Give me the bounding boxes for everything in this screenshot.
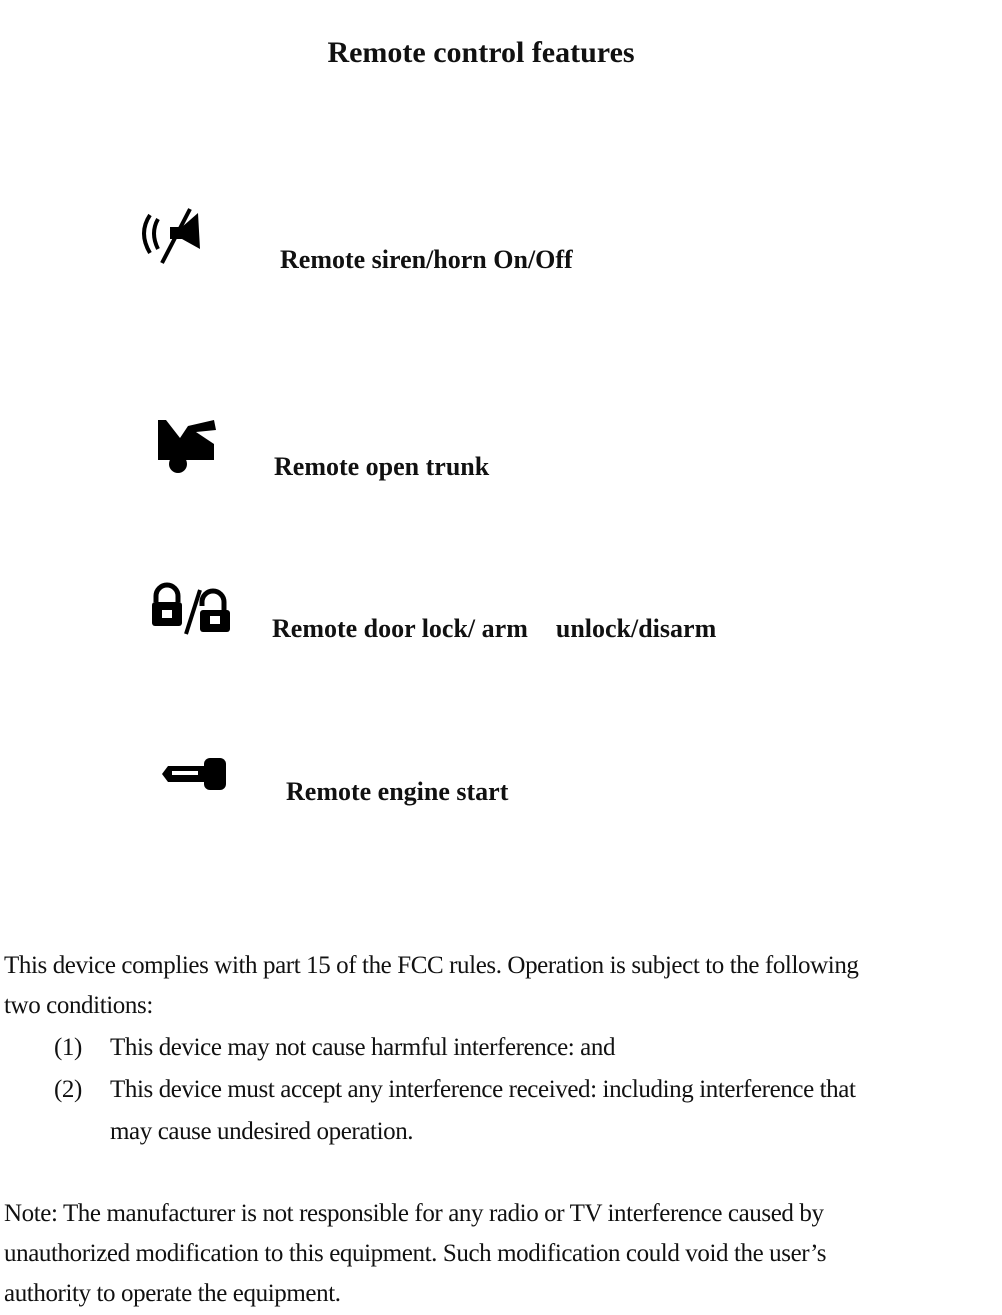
condition-2-text: This device must accept any interference received: including interference that: [110, 1076, 856, 1103]
feature-label-siren: Remote siren/horn On/Off: [280, 245, 573, 274]
feature-label-lock: [272, 614, 716, 644]
siren-mute-icon: [136, 205, 210, 269]
lock-arm-label: Remote door lock/ arm: [272, 614, 528, 643]
feature-label-trunk: Remote open trunk: [274, 452, 490, 481]
condition-2-text-cont: may cause undesired operation.: [110, 1118, 414, 1145]
lock-unlock-icon: [150, 580, 230, 636]
fcc-intro-line2: two conditions:: [4, 992, 153, 1019]
unlock-disarm-label: unlock/disarm: [555, 614, 717, 643]
note-line3: authority to operate the equipment.: [4, 1280, 341, 1307]
feature-label-engine: Remote engine start: [286, 777, 509, 806]
condition-2-num: (2): [54, 1076, 82, 1103]
open-trunk-icon: [156, 416, 218, 474]
key-icon: [160, 756, 228, 792]
note-line1: Note: The manufacturer is not responsible for any radio or TV interference caused by: [4, 1200, 824, 1227]
condition-1-text: This device may not cause harmful interference: and: [110, 1034, 616, 1061]
condition-1-num: (1): [54, 1034, 82, 1061]
note-line2: unauthorized modification to this equipment. Such modification could void the user’s: [4, 1240, 827, 1267]
fcc-intro-line1: This device complies with part 15 of the FCC rules. Operation is subject to the following: [4, 952, 859, 979]
page-title: Remote control features: [327, 36, 635, 69]
